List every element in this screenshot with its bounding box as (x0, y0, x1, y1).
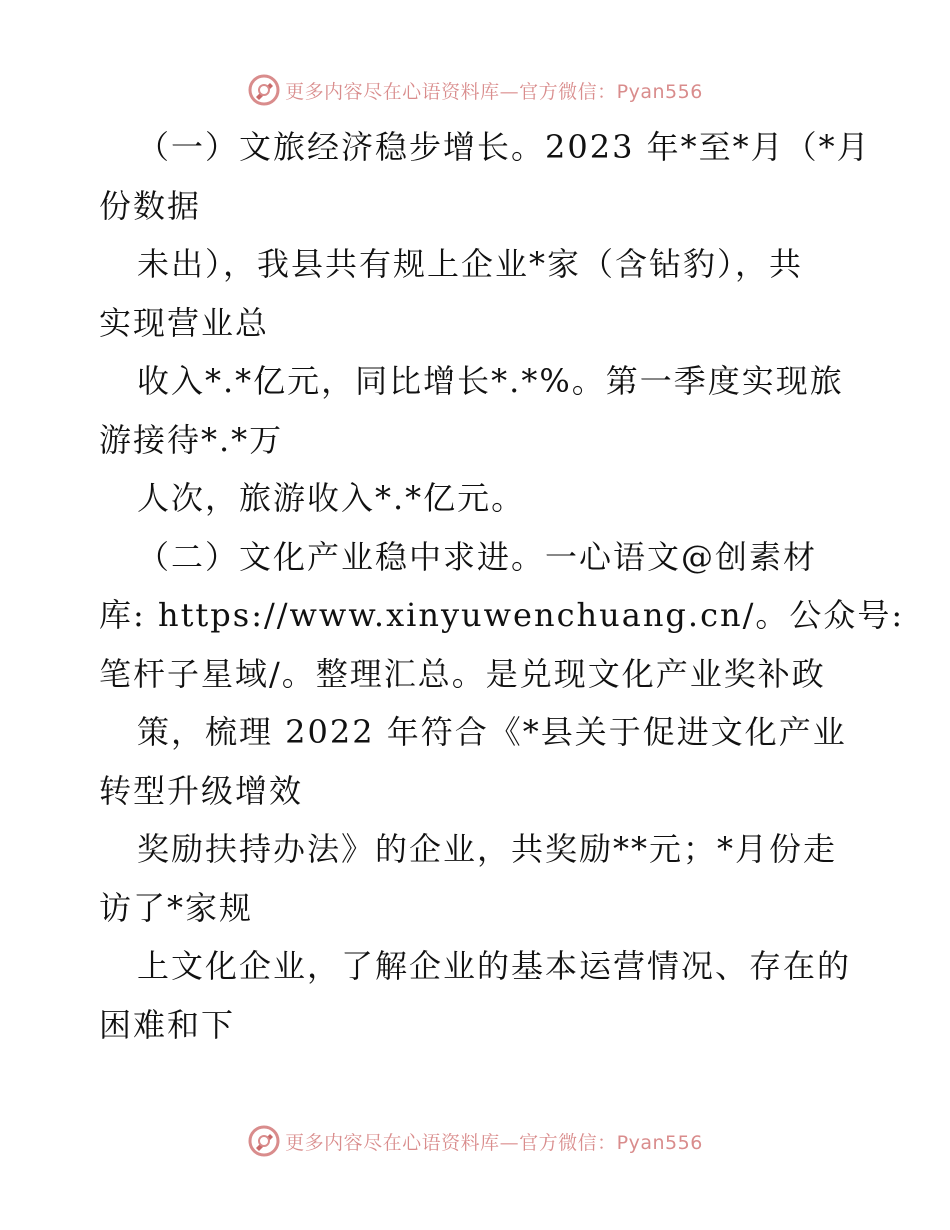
pen-seal-icon (247, 1124, 281, 1158)
text-line: 困难和下 (99, 1005, 236, 1044)
text-line: 转型升级增效 (99, 771, 304, 810)
text-line: 游接待*.*万 (99, 420, 284, 459)
document-body (99, 118, 905, 1054)
text-line: 未出），我县共有规上企业*家（含钻豹），共 (137, 245, 804, 283)
text-line: 策，梳理 2022 年符合《*县关于促进文化产业 (137, 713, 847, 751)
banner-text: 更多内容尽在心语资料库—官方微信：Pyan556 (285, 1131, 703, 1154)
text-line: 奖励扶持办法》的企业，共奖励**元；*月份走 (137, 830, 838, 868)
text-line: 实现营业总 (99, 303, 270, 342)
text-line: 收入*.*亿元，同比增长*.*%。第一季度实现旅 (137, 362, 844, 400)
pen-seal-icon (247, 73, 281, 107)
text-line: （二）文化产业稳中求进。一心语文@创素材 (137, 537, 818, 576)
text-line: 访了*家规 (99, 888, 254, 927)
text-line: （一）文旅经济稳步增长。2023 年*至*月（*月 (137, 128, 871, 166)
footer-banner (0, 1121, 950, 1161)
banner-text: 更多内容尽在心语资料库—官方微信：Pyan556 (285, 80, 703, 103)
text-line: 人次，旅游收入*.*亿元。 (137, 479, 526, 517)
text-line: 库: https://www.xinyuwenchuang.cn/。公众号: (99, 596, 905, 634)
text-line: 份数据 (99, 186, 202, 225)
text-line: 上文化企业，了解企业的基本运营情况、存在的 (137, 947, 852, 985)
text-line: 笔杆子星域/。整理汇总。是兑现文化产业奖补政 (99, 654, 826, 693)
header-banner (0, 70, 950, 110)
